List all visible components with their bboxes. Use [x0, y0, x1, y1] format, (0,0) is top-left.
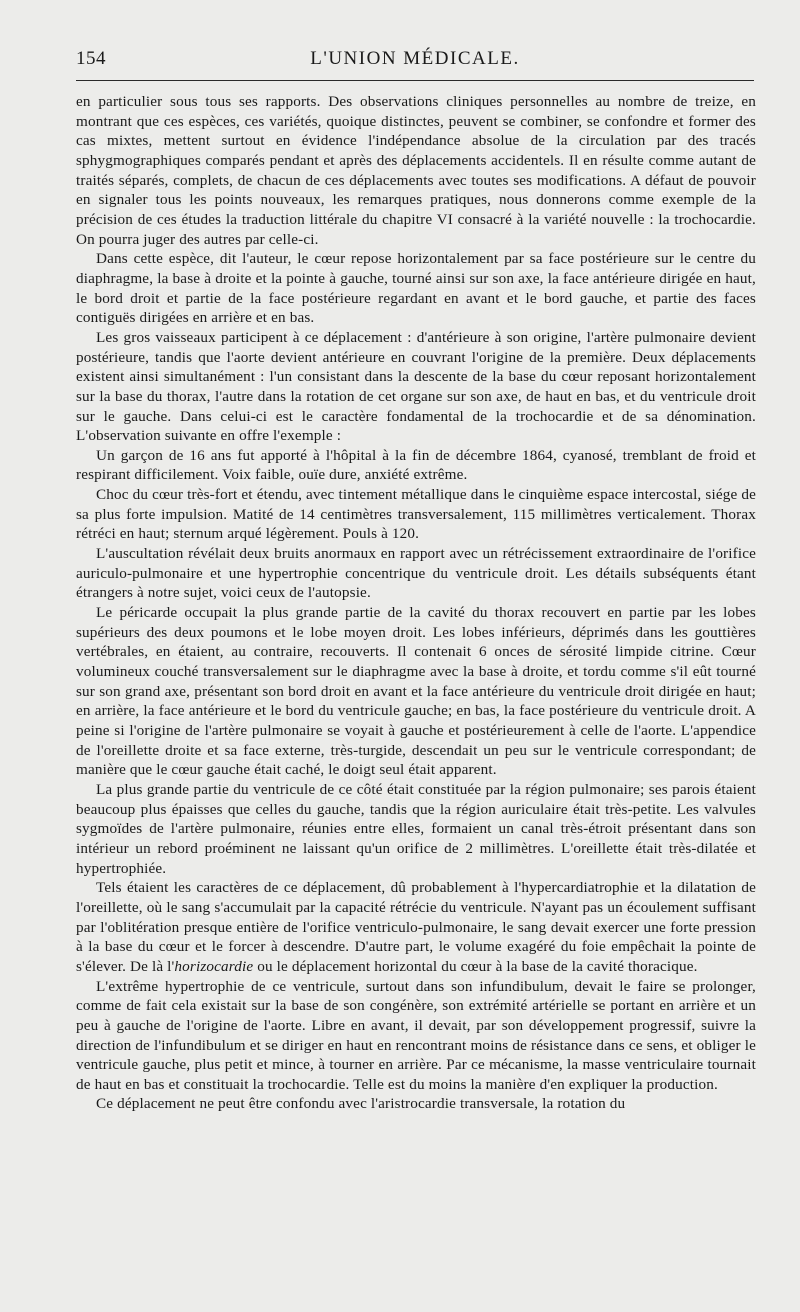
page-header [76, 44, 754, 78]
paragraph: Dans cette espèce, dit l'auteur, le cœur repose horizontalement par sa face postérieure sur le centre du diaphragme, la base à droite et la pointe à gauche, tourné ainsi sur son axe, la face antérieure dirigée en haut, le bord droit et partie de la face postérieure regardant en avant et le bord gauche, et partie des faces contiguës dirigées en arrière et en bas. [76, 250, 756, 327]
paragraph: L'extrême hypertrophie de ce ventricule, surtout dans son infundibulum, devait le faire se prolonger, comme de fait cela existait sur la base de son congénère, son extrémité artérielle se portant en arrière et un peu à gauche de l'origine de l'aorte. Libre en avant, il devait, par son développement progressif, suivre la direction de l'infundibulum et se diriger en haut en rencontrant moins de résistance dans ce sens, et obliger le ventricule gauche, plus petit et mince, à tourner en arrière. Par ce mécanisme, la masse ventriculaire tournait de haut en bas et constituait la trochocardie. Telle est du moins la manière d'en expliquer la production. [76, 977, 756, 1093]
header-rule [76, 80, 754, 81]
paragraph: Les gros vaisseaux participent à ce déplacement : d'antérieure à son origine, l'artère pulmonaire devient postérieure, tandis que l'aorte devient antérieure en couvrant l'origine de la première. Deux déplacements existent ainsi simultanément : l'un consistant dans la descente de la base du cœur reposant horizontalement sur la base du thorax, l'autre dans la rotation de cet organe sur son axe, de haut en bas, et du ventricule droit sur le gauche. Dans celui-ci est le caractère fondamental de la trochocardie et de sa dénomination. L'observation suivante en offre l'exemple : [76, 328, 756, 445]
paragraph: en particulier sous tous ses rapports. Des observations cliniques personnelles au nombre de treize, en montrant que ces espèces, ces variétés, quoique distinctes, peuvent se combiner, se confondre et former des cas mixtes, mettent surtout en évidence l'indépendance absolue de la circulation par des tracés sphygmographiques comparés pendant et après des déplacements accidentels. Il en résulte comme autant de traités séparés, complets, de chacun de ces déplacements avec toutes ses modifications. A défaut de pouvoir en signaler tous les points nouveaux, les remarques pratiques, nous donnerons comme exemple de la précision de ces études la traduction littérale du chapitre VI consacré à la variété nouvelle : la trochocardie. On pourra juger des autres par celle-ci. [76, 93, 756, 248]
paragraph: Le péricarde occupait la plus grande partie de la cavité du thorax recouvert en partie par les lobes supérieurs des deux poumons et le lobe moyen droit. Les lobes inférieurs, déprimés dans les gouttières vertébrales, en étaient, au contraire, recouverts. Il contenait 6 onces de sérosité limpide citrine. Cœur volumineux couché transversalement sur le diaphragme avec la base à droite, et tordu comme s'il eût tourné sur son grand axe, présentant son bord droit en avant et la face antérieure du ventricule droit dirigée en haut; en arrière, la face antérieure et le bord du ventricule gauche; en bas, la face postérieure du ventricule droit. A peine si l'origine de l'artère pulmonaire se voyait à gauche et postérieurement à celle de l'aorte. L'appendice de l'oreillette droite et sa face externe, très-turgide, descendait un peu sur le ventricule correspondant; de manière que le cœur gauche était caché, le doigt seul était apparent. [76, 604, 756, 779]
running-head: L'UNION MÉDICALE. [310, 48, 520, 69]
italic-term: horizocardie [174, 957, 254, 975]
paragraph: Un garçon de 16 ans fut apporté à l'hôpital à la fin de décembre 1864, cyanosé, tremblant de froid et respirant difficilement. Voix faible, ouïe dure, anxiété extrême. [76, 446, 756, 484]
paragraph: Ce déplacement ne peut être confondu avec l'aristrocardie transversale, la rotation du [96, 1095, 626, 1113]
page-number: 154 [76, 48, 106, 69]
paragraph: Choc du cœur très-fort et étendu, avec tintement métallique dans le cinquième espace intercostal, siége de sa plus forte impulsion. Matité de 14 centimètres transversalement, 115 millimètres verticalement. Thorax rétréci en haut; sternum arqué légèrement. Pouls à 120. [76, 486, 756, 543]
paragraph [76, 878, 756, 976]
paragraph-text: Tels étaient les caractères de ce déplacement, dû probablement à l'hypercardiatrophie et la dilatation de l'oreillette, où le sang s'accumulait par la capacité rétrécie du ventricule. N'ayant pas un écoulement suffisant par l'oblitération presque entière de l'orifice ventriculo-pulmonaire, le sang devait exercer une forte pression à la base du cœur et le forcer à descendre. D'autre part, le volume exagéré du foie empêchait la pointe de s'élever. De là l' [76, 879, 756, 975]
body-text [76, 92, 756, 1114]
paragraph: L'auscultation révélait deux bruits anormaux en rapport avec un rétrécissement extraordinaire de l'orifice auriculo-pulmonaire et une hypertrophie concentrique du ventricule droit. Les détails subséquents étant étrangers à notre sujet, voici ceux de l'autopsie. [76, 545, 756, 602]
paragraph: La plus grande partie du ventricule de ce côté était constituée par la région pulmonaire; ses parois étaient beaucoup plus épaisses que celles du gauche, tandis que la région auriculaire était très-petite. Les valvules sygmoïdes de l'artère pulmonaire, réunies entre elles, formaient un canal très-étroit présentant dans son intérieur un rebord proéminent ne laissant qu'un orifice de 2 millimètres. L'oreillette était très-dilatée et hypertrophiée. [76, 780, 756, 877]
paragraph-text: ou le déplacement horizontal du cœur à la base de la cavité thoracique. [253, 957, 698, 975]
